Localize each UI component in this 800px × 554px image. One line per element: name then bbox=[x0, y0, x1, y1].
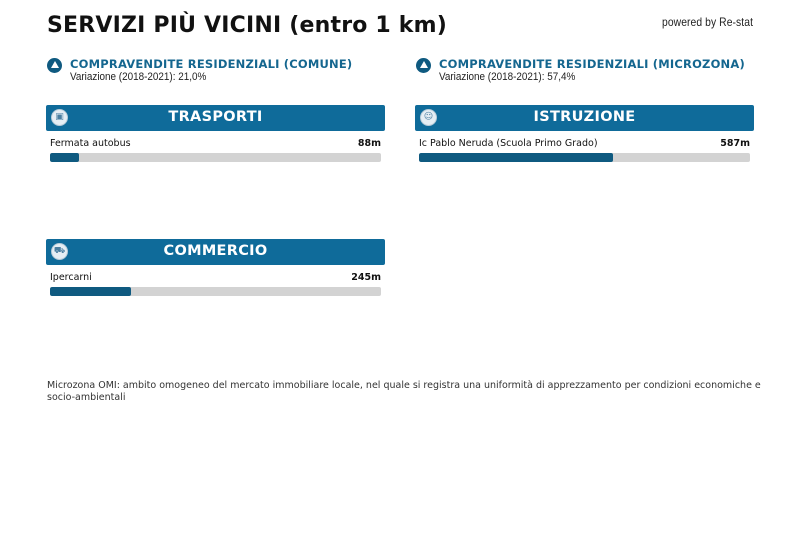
card-commercio bbox=[46, 239, 385, 296]
card-title: ISTRUZIONE bbox=[533, 109, 636, 125]
triangle-up-icon bbox=[416, 58, 431, 73]
card-header bbox=[415, 105, 754, 131]
distance-bar-fill bbox=[50, 287, 131, 296]
distance-bar bbox=[419, 153, 750, 162]
stat-label: COMPRAVENDITE RESIDENZIALI (COMUNE) bbox=[70, 57, 353, 71]
distance-bar bbox=[50, 287, 381, 296]
page-title: SERVIZI PIÙ VICINI (entro 1 km) bbox=[47, 13, 448, 38]
service-distance: 245m bbox=[351, 272, 381, 283]
list-item bbox=[415, 138, 754, 162]
stat-label: COMPRAVENDITE RESIDENZIALI (MICROZONA) bbox=[439, 57, 745, 71]
distance-bar bbox=[50, 153, 381, 162]
distance-bar-fill bbox=[419, 153, 613, 162]
distance-bar-fill bbox=[50, 153, 79, 162]
student-icon: ☺ bbox=[420, 109, 437, 126]
list-item bbox=[46, 138, 385, 162]
shopping-cart-icon: ⛟ bbox=[51, 243, 68, 260]
service-distance: 88m bbox=[357, 138, 381, 149]
triangle-up-icon bbox=[47, 58, 62, 73]
list-item bbox=[46, 272, 385, 296]
card-title: TRASPORTI bbox=[168, 109, 263, 125]
bus-stop-icon: ▣ bbox=[51, 109, 68, 126]
card-header bbox=[46, 105, 385, 131]
footnote: Microzona OMI: ambito omogeneo del mercato immobiliare locale, nel quale si registra una uniformità di apprezzamento per condizioni economiche e socio-ambientali bbox=[47, 380, 761, 403]
stat-variation: Variazione (2018-2021): 21,0% bbox=[70, 71, 207, 83]
card-istruzione bbox=[415, 105, 754, 162]
service-name: Ic Pablo Neruda (Scuola Primo Grado) bbox=[419, 138, 598, 149]
powered-by-label: powered by Re-stat bbox=[662, 15, 754, 29]
service-name: Ipercarni bbox=[50, 272, 92, 283]
stat-variation: Variazione (2018-2021): 57,4% bbox=[439, 71, 576, 83]
service-name: Fermata autobus bbox=[50, 138, 131, 149]
card-title: COMMERCIO bbox=[163, 243, 268, 259]
card-header bbox=[46, 239, 385, 265]
service-distance: 587m bbox=[720, 138, 750, 149]
card-trasporti bbox=[46, 105, 385, 162]
